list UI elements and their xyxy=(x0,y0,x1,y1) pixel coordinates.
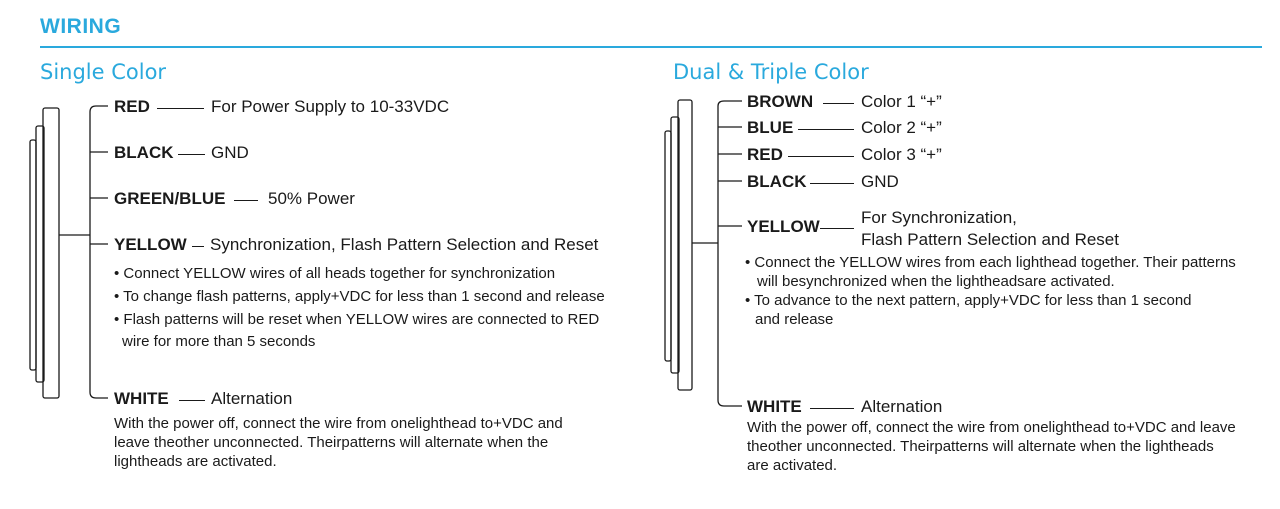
dual-yellow-note-2: • To advance to the next pattern, apply+VDC for less than 1 second xyxy=(745,292,1192,309)
wire-yellow-desc: Synchronization, Flash Pattern Selection and Reset xyxy=(210,235,599,254)
wire-white-desc-dual: Alternation xyxy=(861,397,943,416)
section-title: WIRING xyxy=(40,15,122,38)
leader-line xyxy=(810,183,854,184)
wire-brown-label: BROWN xyxy=(747,92,814,111)
wire-red-label: RED xyxy=(114,97,150,116)
wire-black-label-dual: BLACK xyxy=(747,172,807,191)
dual-yellow-note-2-cont: and release xyxy=(755,311,834,328)
wire-black-desc: GND xyxy=(211,143,249,162)
wire-yellow-label-dual: YELLOW xyxy=(747,217,820,236)
yellow-note-3-cont: wire for more than 5 seconds xyxy=(122,333,316,350)
wire-blue-desc: Color 2 “+” xyxy=(861,118,942,137)
leader-line xyxy=(810,408,854,409)
wire-red-desc-dual: Color 3 “+” xyxy=(861,145,942,164)
wire-blue-label: BLUE xyxy=(747,118,794,137)
wire-black-label: BLACK xyxy=(114,143,174,162)
leader-line xyxy=(823,103,854,104)
wire-white-label-dual: WHITE xyxy=(747,397,802,416)
dual-triple-color-title: Dual & Triple Color xyxy=(673,60,869,84)
yellow-note-1: • Connect YELLOW wires of all heads together for synchronization xyxy=(114,265,556,282)
single-color-title: Single Color xyxy=(40,60,167,84)
dual-yellow-note-1: • Connect the YELLOW wires from each lighthead together. Their patterns xyxy=(745,254,1236,271)
dual-white-text-line-2: theother unconnected. Theirpatterns will alternate when the lightheads xyxy=(747,438,1214,455)
wire-yellow-label: YELLOW xyxy=(114,235,187,254)
leader-line xyxy=(820,228,854,229)
leader-line xyxy=(788,156,854,157)
wire-red-label-dual: RED xyxy=(747,145,783,164)
dual-white-text-line-3: are activated. xyxy=(747,457,838,474)
dual-yellow-note-1-cont: will besynchronized when the lightheadsare activated. xyxy=(757,273,1115,290)
dual-white-text-line-1: With the power off, connect the wire from onelighthead to+VDC and leave xyxy=(747,419,1236,436)
wire-white-desc: Alternation xyxy=(211,389,293,408)
yellow-note-3: • Flash patterns will be reset when YELLOW wires are connected to RED xyxy=(114,311,600,328)
leader-line xyxy=(234,200,258,201)
wire-greenblue-label: GREEN/BLUE xyxy=(114,189,226,208)
wire-yellow-desc-dual-1: For Synchronization, xyxy=(861,208,1017,227)
wire-black-desc-dual: GND xyxy=(861,172,899,191)
leader-line xyxy=(798,129,854,130)
lighthead-body-right xyxy=(678,100,692,390)
wire-white-label: WHITE xyxy=(114,389,169,408)
white-text-line-2: leave theother unconnected. Theirpatterns will alternate when the xyxy=(114,434,549,451)
wire-greenblue-desc: 50% Power xyxy=(268,189,355,208)
leader-line xyxy=(179,400,205,401)
leader-line xyxy=(192,246,204,247)
white-text-line-1: With the power off, connect the wire from onelighthead to+VDC and xyxy=(114,415,563,432)
leader-line xyxy=(178,154,205,155)
leader-line xyxy=(157,108,204,109)
yellow-note-2: • To change flash patterns, apply+VDC for less than 1 second and release xyxy=(114,288,605,305)
wire-yellow-desc-dual-2: Flash Pattern Selection and Reset xyxy=(861,230,1119,249)
wire-brown-desc: Color 1 “+” xyxy=(861,92,942,111)
lighthead-body-left xyxy=(43,108,59,398)
wire-red-desc: For Power Supply to 10-33VDC xyxy=(211,97,450,116)
white-text-line-3: lightheads are activated. xyxy=(114,453,277,470)
